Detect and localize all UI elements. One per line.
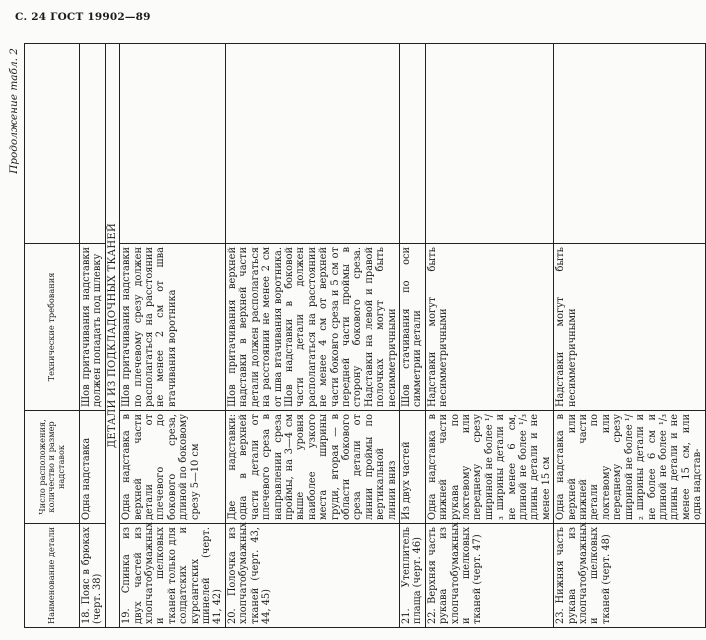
detail-name-cell: 18. Пояс в брюках (черт. 38) <box>80 524 106 628</box>
placement-cell: Из двух частей <box>399 411 425 524</box>
detail-name-cell: 19. Спинка из двух частей из хлопчатобумажных и шелковых тканей только для солдатских и курсантских шинелей (черт. 41, 42) <box>120 524 226 628</box>
column-header <box>25 44 80 244</box>
requirements-cell: Шов притачивания надставки должен попадать под шлевку <box>80 244 106 411</box>
empty-cell <box>120 44 226 244</box>
table-row <box>120 44 226 628</box>
page-header: С. 24 ГОСТ 19902—89 <box>15 11 151 23</box>
placement-cell: Две надставки: одна в верхней части детали от плечевого среза в направлении среза проймы, на 3—4 см выше уровня наиболее узкого места ширины груди, вторая — в области бокового среза детали от линии проймы по вертикальной линии вниз <box>225 411 399 524</box>
table-row <box>80 44 106 628</box>
requirements-cell: Шов притачивания верхней надставки в верхней части детали должен располагаться на расстоянии не менее 2 см от шва втачивания воротника. Шов надставки в боковой части детали должен располагаться на расстоянии не менее 4 см от верхней части боковго среза и 5 см от передней части проймы в сторону бокового среза. Надставки на левой и правой полочках могут быть несимметричными <box>225 244 399 411</box>
requirements-cell: Надставки могут быть несимметричными <box>425 244 553 411</box>
placement-cell: Одна надставка в верхней части детали от плечевого до бокового среза, длиной по боковому срезу 5—10 см <box>120 411 226 524</box>
empty-cell <box>425 44 553 244</box>
empty-cell <box>554 44 705 244</box>
section-row <box>105 44 119 628</box>
detail-name-cell: 20. Полочка из хлопчатобумажных тканей (черт. 43, 44, 45) <box>225 524 399 628</box>
placement-cell: Одна надставка в верхней или нижней части детали по локтевому или переднему срезу шириной не более ¹/₂ ширины детали и не более 6 см и длиной не более ¹/₃ длины детали и не менее 15 см, или одна надстав- <box>554 411 705 524</box>
requirements-cell: Шов стачивания по оси симметрии детали <box>399 244 425 411</box>
table-row <box>399 44 425 628</box>
continuation-label: Продолжение табл. 2 <box>8 48 20 174</box>
detail-name-cell: 23. Нижняя часть рукава из хлопчатобумажных и шелковых тканей (черт. 48) <box>554 524 705 628</box>
column-header: Наименование детали <box>25 524 80 628</box>
section-title: ДЕТАЛИ ИЗ ПОДКЛАДОЧНЫХ ТКАНЕЙ <box>105 44 119 628</box>
detail-name-cell: 22. Верхняя часть рукава из хлопчатобумажных и шелковых тканей (черт. 47) <box>425 524 553 628</box>
empty-cell <box>225 44 399 244</box>
table-row <box>425 44 553 628</box>
detail-name-cell: 21. Утеплитель плаща (черт. 46) <box>399 524 425 628</box>
table-row <box>225 44 399 628</box>
empty-cell <box>80 44 106 244</box>
column-header: Технические требования <box>25 244 80 411</box>
requirements-cell: Надставки могут быть несимметричными <box>554 244 705 411</box>
empty-cell <box>399 44 425 244</box>
column-header: Число расположения, количество и размер надставок <box>25 411 80 524</box>
table-header-row <box>25 44 80 628</box>
placement-cell: Одна надставка в нижней части рукава по локтевому или переднему срезу шириной не более ¹/₃ ширины детали и не менее 6 см, длиной не более ¹/₃ длины детали и не менее 15 см <box>425 411 553 524</box>
requirements-cell: Шов притачивания надставки по плечевому срезу должен располагаться на расстоянии не менее 2 см от шва втачивания воротника <box>120 244 226 411</box>
placement-cell: Одна надставка <box>80 411 106 524</box>
requirements-table <box>24 43 706 628</box>
rotated-table-block <box>7 44 704 628</box>
table-row <box>554 44 705 628</box>
